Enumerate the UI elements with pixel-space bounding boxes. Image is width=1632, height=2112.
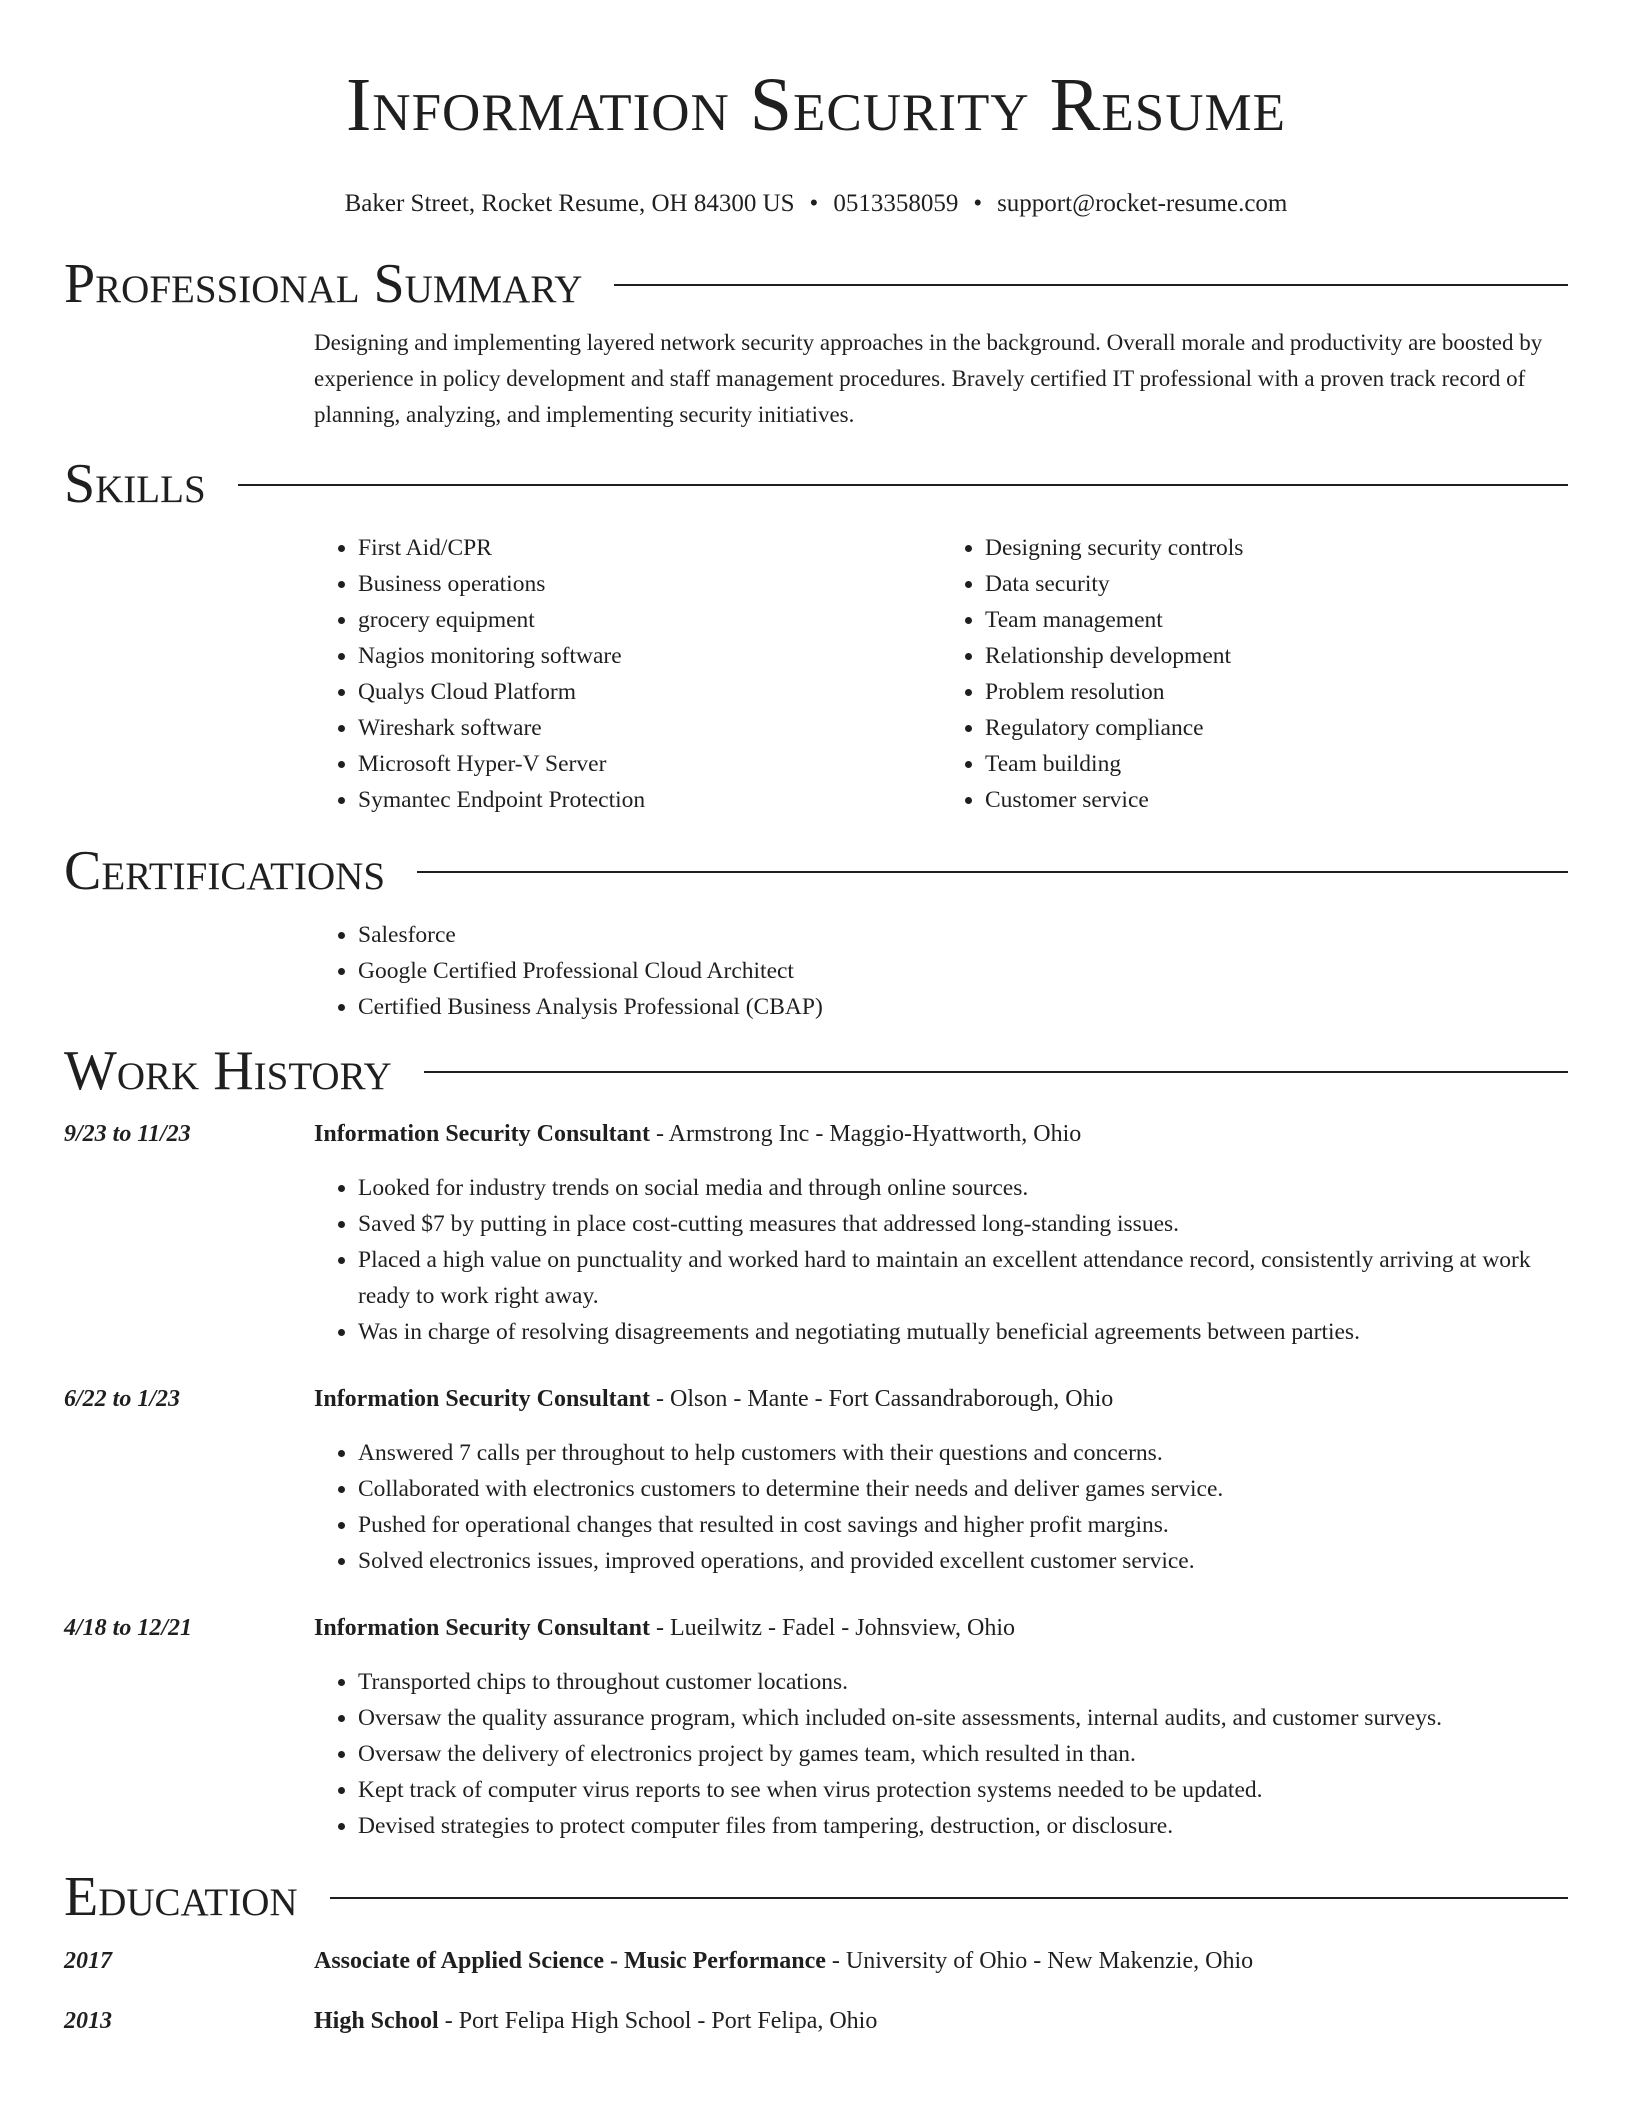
skill-item: • Nagios monitoring software (358, 638, 941, 674)
contact-separator: • (973, 190, 983, 217)
job-bullet: • Kept track of computer virus reports to see when virus protection systems needed to be updated. (358, 1772, 1568, 1808)
job-bullets (314, 1170, 1568, 1350)
skill-item: • Microsoft Hyper-V Server (358, 746, 941, 782)
skills-heading: Skills (64, 453, 206, 515)
skill-item: • Team management (985, 602, 1568, 638)
education-section-header (64, 1864, 1568, 1930)
summary-section-header (64, 251, 1568, 317)
section-divider (330, 1897, 1568, 1899)
job-bullet: • Transported chips to throughout customer locations. (358, 1664, 1568, 1700)
job-dates: 6/22 to 1/23 (64, 1386, 181, 1412)
job-title: Information Security Consultant (314, 1386, 651, 1412)
contact-address: Baker Street, Rocket Resume, OH 84300 US (344, 190, 795, 217)
certifications-heading: Certifications (64, 840, 386, 902)
job-bullet: • Pushed for operational changes that resulted in cost savings and higher profit margins. (358, 1507, 1568, 1543)
certification-item: • Google Certified Professional Cloud Architect (358, 953, 1568, 989)
skills-section-header (64, 451, 1568, 517)
job-entry (64, 1381, 1568, 1579)
certification-item: • Salesforce (358, 917, 1568, 953)
contact-separator: • (809, 190, 819, 217)
section-divider (417, 871, 1568, 873)
skills-columns (314, 530, 1568, 818)
education-entry (64, 1943, 1568, 1979)
skill-item: • Team building (985, 746, 1568, 782)
job-bullet: • Answered 7 calls per throughout to help customers with their questions and concerns. (358, 1435, 1568, 1471)
section-divider (614, 284, 1568, 286)
job-bullet: • Solved electronics issues, improved operations, and provided excellent customer service. (358, 1543, 1568, 1579)
skill-item: • First Aid/CPR (358, 530, 941, 566)
contact-email: support@rocket-resume.com (997, 190, 1288, 217)
contact-line (64, 188, 1568, 220)
job-bullet: • Looked for industry trends on social media and through online sources. (358, 1170, 1568, 1206)
job-employer: - Lueilwitz - Fadel - Johnsview, Ohio (650, 1615, 1016, 1641)
summary-text: Designing and implementing layered network security approaches in the background. Overall morale and productivity are boosted by experience in policy development and staff management procedures. Bravely certified IT professional with a proven track record of planning, analyzing, and implementing security initiatives. (314, 330, 1543, 427)
job-dates: 9/23 to 11/23 (64, 1121, 191, 1147)
education-entry (64, 2003, 1568, 2039)
certifications-section-header (64, 838, 1568, 904)
job-header (64, 1116, 1568, 1152)
education-heading: Education (64, 1866, 298, 1928)
job-header (64, 1381, 1568, 1417)
skill-item: • Designing security controls (985, 530, 1568, 566)
summary-heading: Professional Summary (64, 253, 583, 315)
contact-phone: 0513358059 (833, 190, 959, 217)
resume-title: Information Security Resume (345, 63, 1287, 147)
skill-item: • grocery equipment (358, 602, 941, 638)
job-title: Information Security Consultant (314, 1615, 651, 1641)
section-divider (238, 484, 1568, 486)
job-header (64, 1610, 1568, 1646)
work-section-header (64, 1038, 1568, 1104)
job-title: Information Security Consultant (314, 1121, 651, 1147)
skill-item: • Relationship development (985, 638, 1568, 674)
work-heading: Work History (64, 1040, 392, 1102)
education-degree: Associate of Applied Science - Music Performance (314, 1948, 826, 1974)
job-bullet: • Saved $7 by putting in place cost-cutting measures that addressed long-standing issues. (358, 1206, 1568, 1242)
job-bullet: • Placed a high value on punctuality and worked hard to maintain an excellent attendance record, consistently arriving at work ready to work right away. (358, 1242, 1568, 1314)
education-year: 2017 (64, 1948, 112, 1974)
job-entry (64, 1116, 1568, 1350)
skill-item: • Problem resolution (985, 674, 1568, 710)
skills-list-right (941, 530, 1568, 818)
skill-item: • Regulatory compliance (985, 710, 1568, 746)
job-bullets (314, 1664, 1568, 1844)
job-bullet: • Oversaw the delivery of electronics project by games team, which resulted in than. (358, 1736, 1568, 1772)
job-bullet: • Was in charge of resolving disagreements and negotiating mutually beneficial agreements between parties. (358, 1314, 1568, 1350)
job-bullet: • Oversaw the quality assurance program, which included on-site assessments, internal audits, and customer surveys. (358, 1700, 1568, 1736)
certifications-block (314, 917, 1568, 1025)
job-dates: 4/18 to 12/21 (64, 1615, 193, 1641)
skill-item: • Customer service (985, 782, 1568, 818)
job-bullet: • Devised strategies to protect computer files from tampering, destruction, or disclosure. (358, 1808, 1568, 1844)
skills-list-left (314, 530, 941, 818)
skill-item: • Business operations (358, 566, 941, 602)
job-employer: - Armstrong Inc - Maggio-Hyattworth, Ohio (650, 1121, 1082, 1147)
section-divider (424, 1071, 1568, 1073)
education-degree: High School (314, 2008, 439, 2034)
certifications-list (314, 917, 1568, 1025)
certification-item: • Certified Business Analysis Professional (CBAP) (358, 989, 1568, 1025)
skill-item: • Qualys Cloud Platform (358, 674, 941, 710)
skill-item: • Symantec Endpoint Protection (358, 782, 941, 818)
education-year: 2013 (64, 2008, 112, 2034)
job-bullets (314, 1435, 1568, 1579)
education-school: - University of Ohio - New Makenzie, Ohio (825, 1948, 1254, 1974)
job-bullet: • Collaborated with electronics customers to determine their needs and deliver games service. (358, 1471, 1568, 1507)
skill-item: • Data security (985, 566, 1568, 602)
job-entry (64, 1610, 1568, 1844)
job-employer: - Olson - Mante - Fort Cassandraborough, Ohio (650, 1386, 1114, 1412)
education-school: - Port Felipa High School - Port Felipa, Ohio (438, 2008, 878, 2034)
skill-item: • Wireshark software (358, 710, 941, 746)
